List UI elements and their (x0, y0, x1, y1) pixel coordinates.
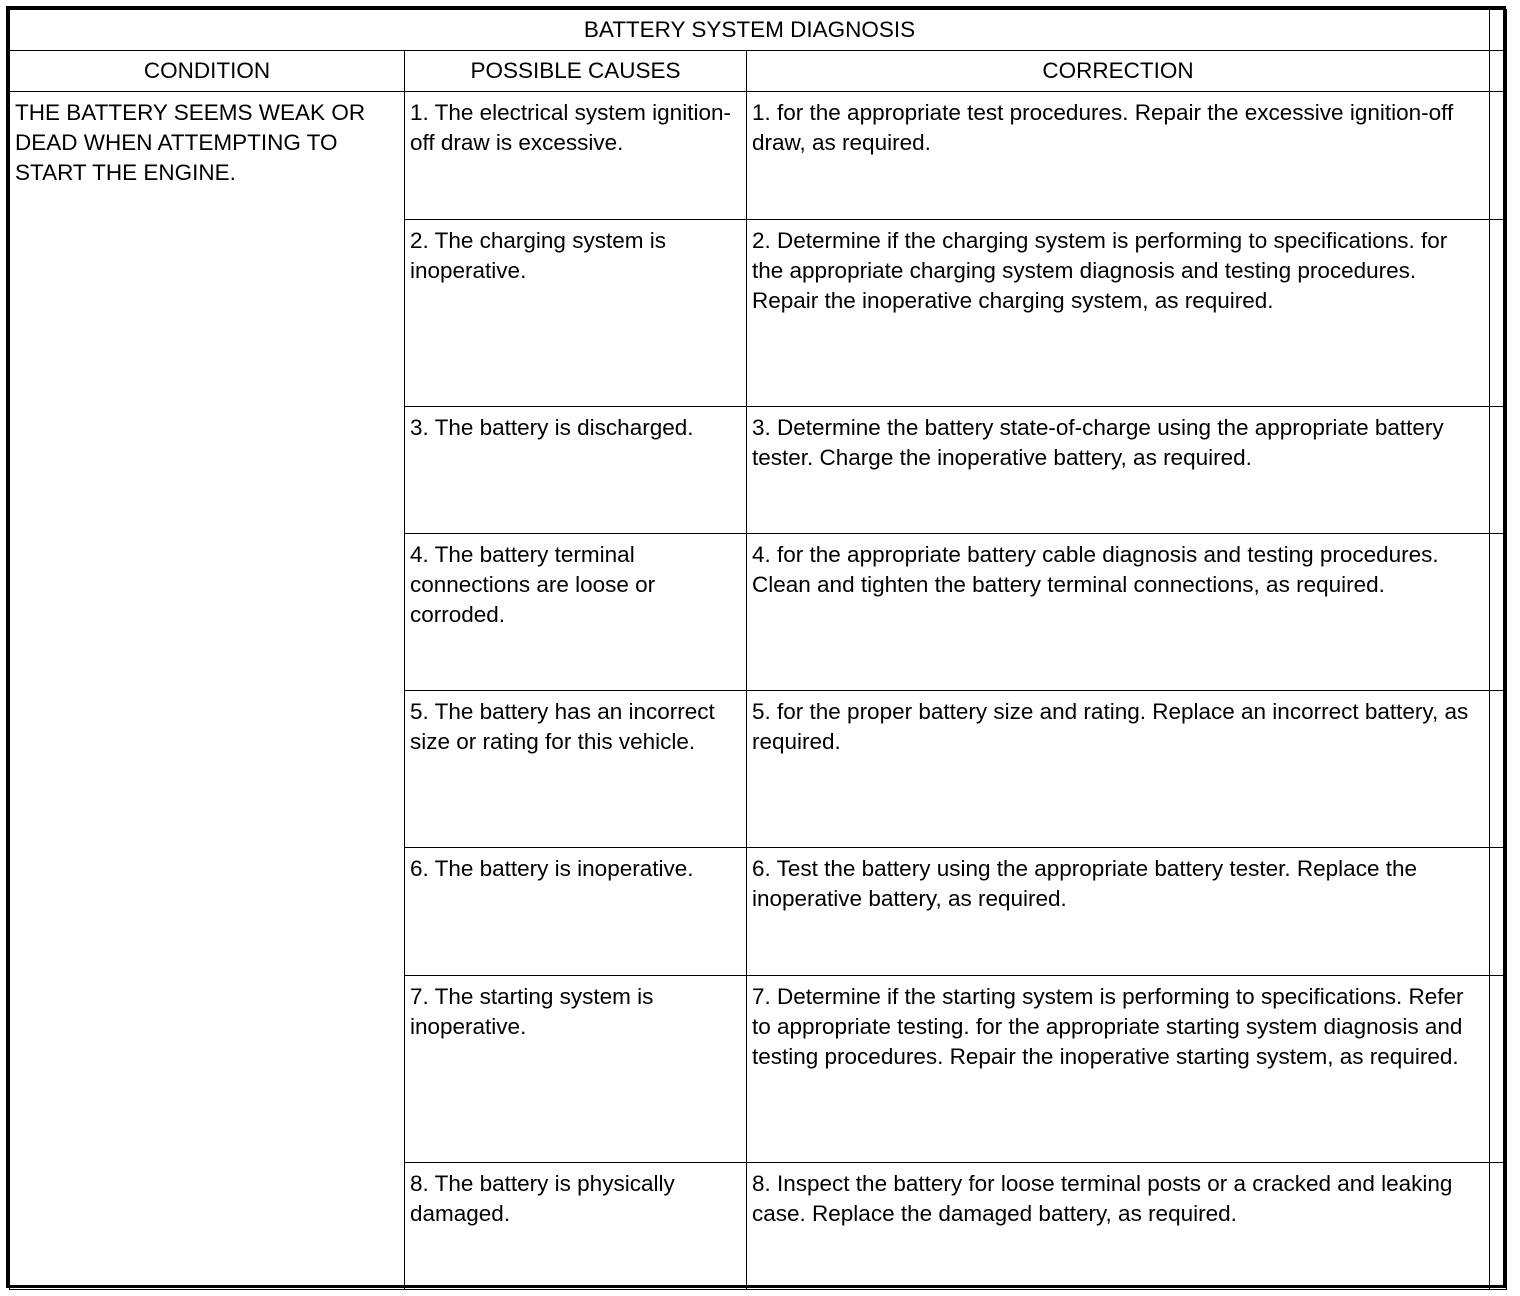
right-margin-cell (1490, 848, 1507, 976)
header-correction: CORRECTION (747, 51, 1490, 92)
right-margin-cell (1490, 976, 1507, 1163)
cause-cell: 4. The battery terminal connections are loose or corroded. (405, 534, 747, 691)
battery-diagnosis-table (9, 9, 1507, 1290)
correction-cell: 8. Inspect the battery for loose terminal posts or a cracked and leaking case. Replace the damaged battery, as required. (747, 1163, 1490, 1290)
right-margin-cell (1490, 534, 1507, 691)
correction-cell: 6. Test the battery using the appropriate battery tester. Replace the inoperative battery, as required. (747, 848, 1490, 976)
cause-cell: 6. The battery is inoperative. (405, 848, 747, 976)
correction-cell: 5. for the proper battery size and rating. Replace an incorrect battery, as required. (747, 691, 1490, 848)
right-margin-cell (1490, 92, 1507, 220)
right-margin-cell (1490, 10, 1507, 51)
correction-cell: 7. Determine if the starting system is performing to specifications. Refer to appropriate testing. for the appropriate starting system diagnosis and testing procedures. Repair the inoperative starting system, as required. (747, 976, 1490, 1163)
right-margin-cell (1490, 691, 1507, 848)
table-header-row (10, 51, 1507, 92)
cause-cell: 1. The electrical system ignition-off draw is excessive. (405, 92, 747, 220)
cause-cell: 8. The battery is physically damaged. (405, 1163, 747, 1290)
header-condition: CONDITION (10, 51, 405, 92)
table-row (10, 92, 1507, 220)
cause-cell: 7. The starting system is inoperative. (405, 976, 747, 1163)
condition-cell: THE BATTERY SEEMS WEAK OR DEAD WHEN ATTEMPTING TO START THE ENGINE. (10, 92, 405, 1290)
right-margin-cell (1490, 220, 1507, 407)
cause-cell: 2. The charging system is inoperative. (405, 220, 747, 407)
right-margin-cell (1490, 407, 1507, 534)
cause-cell: 5. The battery has an incorrect size or rating for this vehicle. (405, 691, 747, 848)
correction-cell: 1. for the appropriate test procedures. Repair the excessive ignition-off draw, as required. (747, 92, 1490, 220)
correction-cell: 4. for the appropriate battery cable diagnosis and testing procedures. Clean and tighten the battery terminal connections, as required. (747, 534, 1490, 691)
table-title-row (10, 10, 1507, 51)
right-margin-cell (1490, 1163, 1507, 1290)
correction-cell: 3. Determine the battery state-of-charge using the appropriate battery tester. Charge the inoperative battery, as required. (747, 407, 1490, 534)
correction-cell: 2. Determine if the charging system is performing to specifications. for the appropriate charging system diagnosis and testing procedures. Repair the inoperative charging system, as required. (747, 220, 1490, 407)
cause-cell: 3. The battery is discharged. (405, 407, 747, 534)
right-margin-cell (1490, 51, 1507, 92)
battery-diagnosis-table-frame (6, 6, 1506, 1288)
header-possible-causes: POSSIBLE CAUSES (405, 51, 747, 92)
table-title: BATTERY SYSTEM DIAGNOSIS (10, 10, 1490, 51)
